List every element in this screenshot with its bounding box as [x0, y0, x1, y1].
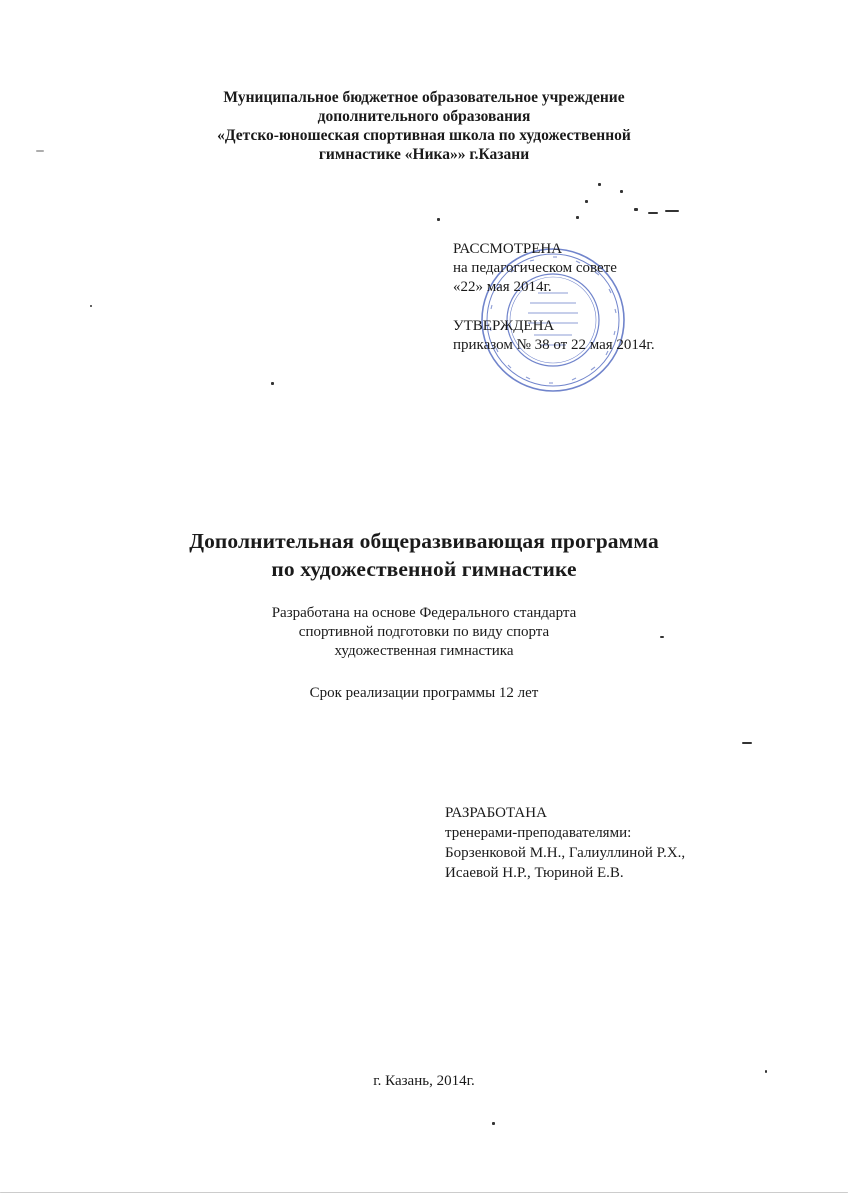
scan-speck: [492, 1122, 495, 1125]
title-line-1: Дополнительная общеразвивающая программа: [189, 529, 659, 553]
scan-speck: [765, 1070, 767, 1073]
place-year: г. Казань, 2014г.: [373, 1073, 475, 1089]
scan-speck: [598, 183, 601, 186]
header-line-2: дополнительного образования: [317, 108, 531, 125]
scan-speck: [576, 216, 579, 219]
program-title: [0, 527, 848, 583]
header-line-3: «Детско-юношеская спортивная школа по художественной: [217, 127, 631, 144]
council-date: «22» мая 2014г.: [453, 279, 552, 295]
program-subtitle: [0, 604, 848, 661]
subtitle-line-2: спортивной подготовки по виду спорта: [298, 624, 550, 640]
reviewed-label: РАССМОТРЕНА: [453, 241, 563, 257]
title-line-2: по художественной гимнастике: [271, 557, 577, 581]
scan-speck: [437, 218, 440, 221]
authors-block: [445, 803, 685, 883]
subtitle-line-1: Разработана на основе Федерального стандарта: [271, 605, 577, 621]
header-line-4: гимнастике «Ника»» г.Казани: [318, 146, 530, 163]
scan-speck: [271, 382, 274, 385]
authors-line-3: Исаевой Н.Р., Тюриной Е.В.: [445, 865, 624, 881]
institution-header: [0, 88, 848, 164]
subtitle-line-3: художественная гимнастика: [334, 643, 514, 659]
header-line-1: Муниципальное бюджетное образовательное учреждение: [223, 89, 625, 106]
scan-speck: [585, 200, 588, 203]
scan-speck: [648, 212, 658, 214]
scan-speck: [634, 208, 638, 211]
order-line: приказом № 38 от 22 мая 2014г.: [453, 337, 655, 353]
approval-block: [453, 240, 655, 355]
scan-speck: [742, 742, 752, 744]
scan-speck: [665, 210, 679, 212]
approved-label: УТВЕРЖДЕНА: [453, 318, 555, 334]
council-line: на педагогическом совете: [453, 260, 617, 276]
scan-speck: [620, 190, 623, 193]
authors-line-2: Борзенковой М.Н., Галиуллиной Р.Х.,: [445, 845, 686, 861]
scan-speck: [36, 150, 44, 152]
program-term: Срок реализации программы 12 лет: [309, 685, 539, 701]
authors-label: РАЗРАБОТАНА: [445, 805, 547, 821]
authors-line-1: тренерами-преподавателями:: [445, 825, 632, 841]
scan-speck: [0, 1192, 848, 1193]
scan-speck: [660, 636, 664, 638]
scan-speck: [90, 305, 92, 307]
